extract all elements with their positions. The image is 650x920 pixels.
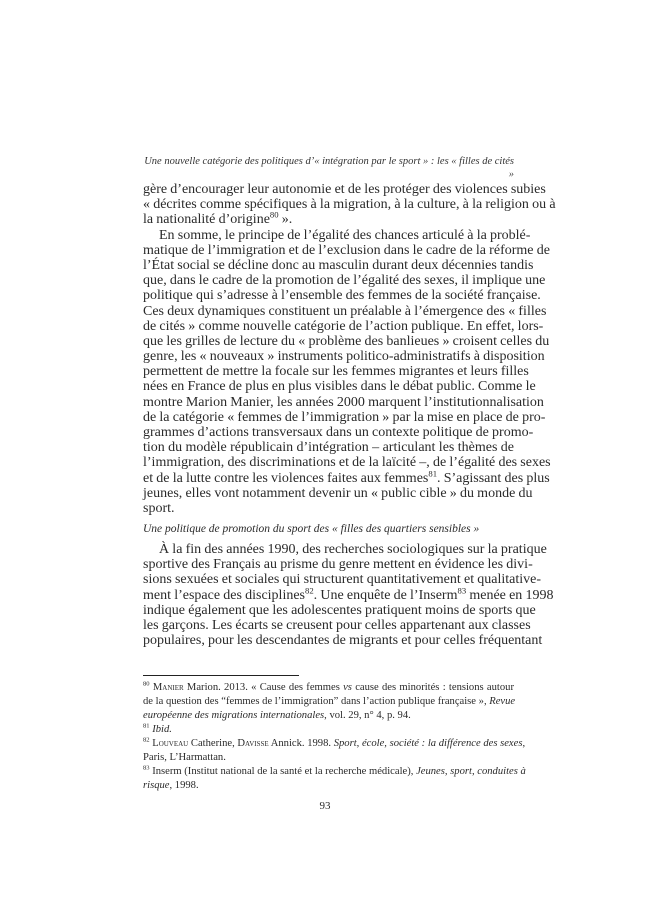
text-run: populaires, pour les descendantes de migrants et pour celles fréquentant	[143, 633, 543, 649]
text-run: Jeunes, sport, conduites à	[416, 766, 526, 777]
footnote-line	[143, 681, 514, 695]
footnote-separator	[143, 675, 299, 676]
text-run: politique qui s’adresse à l’ensemble des femmes de la société française.	[143, 288, 541, 304]
text-line	[143, 379, 536, 395]
text-run: sions sexuées et sociales qui structurent quantitativement et qualitative-	[143, 572, 542, 588]
text-run: nées en France de plus en plus visibles dans le débat public. Comme le	[143, 379, 536, 395]
text-run: , 1998.	[169, 780, 199, 791]
text-run: genre, les « nouveaux » instruments politico-administratifs à disposition	[143, 349, 545, 365]
footnote-reference: 83	[143, 764, 150, 772]
text-run: ,	[522, 738, 526, 749]
text-run: sportive des Français au prisme du genre mettent en évidence les divi-	[143, 557, 533, 573]
footnotes	[143, 680, 526, 793]
text-line	[143, 303, 547, 319]
text-line	[143, 455, 551, 471]
footnote-line	[143, 695, 514, 709]
text-line	[143, 333, 550, 349]
text-run: ment l’espace des disciplines	[143, 587, 305, 603]
text-line	[143, 602, 536, 618]
text-run: ».	[278, 212, 293, 228]
text-run: Manier	[152, 682, 184, 693]
footnote-reference: 83	[457, 584, 467, 595]
text-run: l’immigration, des discriminations et de la laïcité –, de l’égalité des sexes	[143, 455, 551, 471]
text-line	[143, 182, 546, 197]
text-line	[143, 501, 514, 516]
text-run: À la fin des années 1990, des recherches sociologiques sur la pratique	[159, 542, 547, 557]
footnote-reference: 80	[143, 680, 150, 688]
text-run: Paris, L’Harmattan.	[143, 752, 226, 763]
text-line	[143, 288, 541, 304]
text-line	[143, 633, 543, 649]
text-line	[143, 197, 556, 213]
text-run: et de la lutte contre les violences faites aux femmes	[143, 470, 429, 486]
text-run: de la question des “femmes de l’immigration” dans l’action publique française »,	[143, 696, 490, 707]
section-subheading: Une politique de promotion du sport des « filles des quartiers sensibles »	[143, 523, 480, 535]
text-run: la nationalité d’origine	[143, 212, 270, 228]
text-run: Annick. 1998.	[268, 738, 334, 749]
text-run: tion du modèle républicain d’intégration – articulant les thèmes de	[143, 440, 514, 456]
text-run: Louveau	[152, 738, 189, 749]
text-run: de cités » comme nouvelle catégorie de l’action publique. En effet, lors-	[143, 318, 544, 334]
text-run: les garçons. Les écarts se creusent pour celles appartenant aux classes	[143, 617, 531, 633]
text-line	[143, 227, 531, 243]
footnote-reference: 81	[143, 722, 150, 730]
text-run: sport.	[143, 500, 175, 516]
text-run: montre Marion Manier, les années 2000 marquent l’institutionnalisation	[143, 394, 544, 410]
text-line	[143, 394, 544, 410]
footnote-reference: 82	[143, 736, 150, 744]
text-run: Marion. 2013. « Cause des femmes	[183, 682, 344, 693]
text-run: de la catégorie « femmes de l’immigration » par la mise en place de pro-	[143, 409, 546, 425]
body-paragraphs	[143, 182, 556, 516]
text-line	[143, 349, 545, 365]
text-run: menée en 1998	[466, 587, 554, 603]
footnote-line	[143, 723, 514, 737]
text-run: risque	[143, 780, 170, 791]
footnote-line	[143, 736, 526, 751]
text-run: que, dans le cadre de la promotion de l’égalité des sexes, il implique une	[143, 273, 546, 289]
text-line	[143, 584, 554, 603]
text-line	[143, 440, 514, 455]
text-run: gère d’encourager leur autonomie et de les protéger des violences subies	[143, 182, 546, 197]
text-run: . Une enquête de l’Inserm	[313, 587, 458, 603]
text-run: cause des minorités : tensions autour	[351, 682, 514, 693]
text-run: Catherine,	[188, 738, 238, 749]
text-line	[143, 257, 534, 273]
text-line	[143, 425, 534, 440]
text-run: En somme, le principe de l’égalité des chances articulé à la problé-	[159, 227, 531, 243]
running-header: Une nouvelle catégorie des politiques d’« intégration par le sport » : les « filles de cités »	[144, 156, 514, 180]
body-paragraph-2	[143, 542, 554, 649]
text-run: Ces deux dynamiques constituent un préalable à l’émergence des « filles	[143, 303, 547, 319]
text-run: que les grilles de lecture du « problème des banlieues » croisent celles du	[143, 333, 550, 349]
text-line	[143, 318, 544, 334]
footnote-line	[143, 779, 514, 793]
footnote-reference: 81	[428, 467, 438, 478]
page-number: 93	[319, 800, 331, 812]
text-run: Davisse	[237, 738, 269, 749]
text-run: permettent de mettre la focale sur les femmes migrantes et leurs filles	[143, 364, 529, 380]
text-run: . S’agissant des plus	[437, 470, 550, 486]
text-run: grammes d’actions transversaux dans un contexte politique de promo-	[143, 425, 534, 440]
footnote-line	[143, 709, 514, 723]
text-run: Inserm (Institut national de la santé et la recherche médicale),	[149, 766, 417, 777]
text-run: Sport, école, société : la différence des sexes	[333, 738, 523, 749]
footnote-line	[143, 751, 514, 765]
text-run: européenne des migrations internationales	[143, 710, 325, 721]
text-line	[143, 209, 514, 228]
text-line	[143, 364, 529, 380]
text-run: l’État social se décline donc au masculin durant deux décennies tandis	[143, 257, 534, 273]
text-line	[143, 617, 531, 633]
text-line	[143, 557, 533, 573]
text-line	[143, 542, 547, 557]
footnote-reference: 80	[269, 209, 279, 220]
text-line	[143, 273, 546, 289]
footnote-line	[143, 764, 526, 779]
text-run: « décrites comme spécifiques à la migration, à la culture, à la religion ou à	[143, 197, 556, 213]
text-run: , vol. 29, n° 4, p. 94.	[324, 710, 411, 721]
text-run: Ibid.	[152, 724, 172, 735]
text-line	[143, 485, 533, 501]
text-line	[143, 242, 550, 258]
text-run: indique également que les adolescentes pratiquent moins de sports que	[143, 602, 536, 618]
text-run: Revue	[489, 696, 516, 707]
footnote-reference: 82	[305, 584, 314, 595]
text-run: vs	[343, 682, 352, 693]
text-line	[143, 467, 550, 486]
text-run: jeunes, elles vont notamment devenir un « public cible » du monde du	[143, 485, 533, 501]
text-line	[143, 409, 546, 425]
text-run: matique de l’immigration et de l’exclusion dans le cadre de la réforme de	[143, 242, 550, 258]
